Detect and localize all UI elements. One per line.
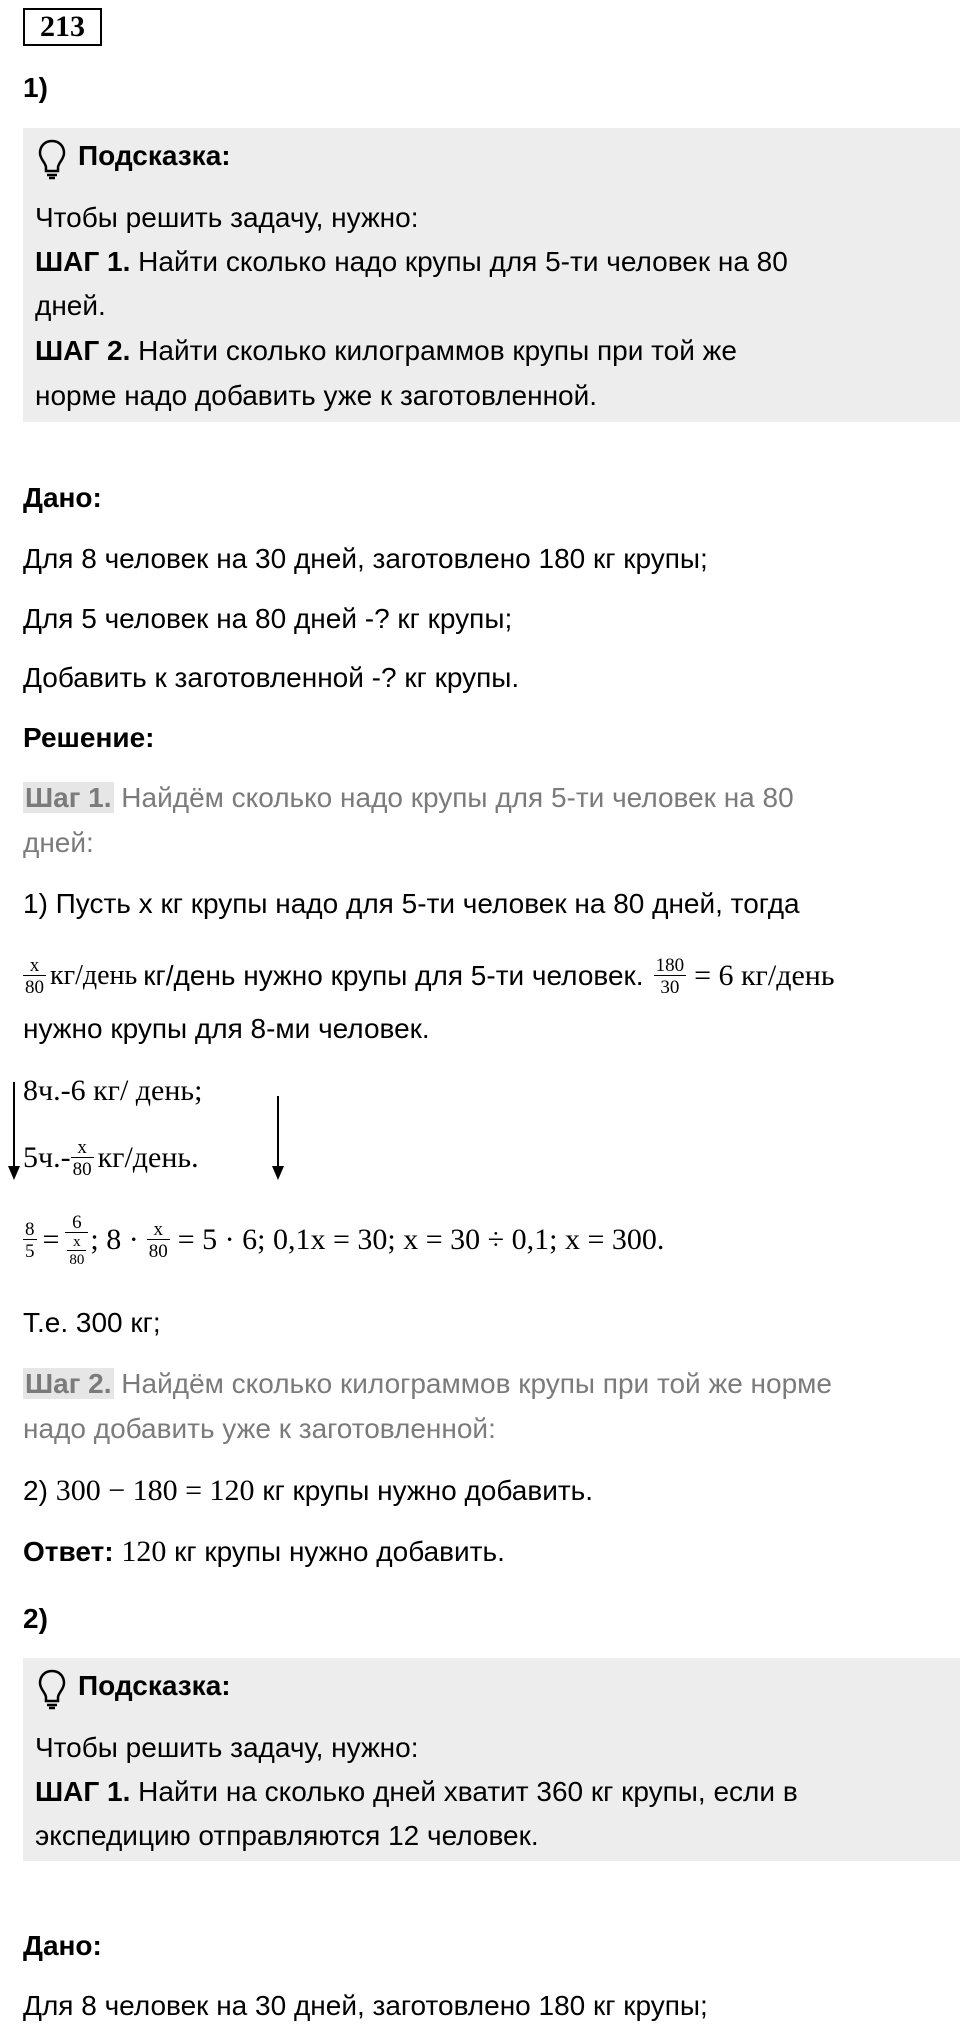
given-line-3: Добавить к заготовленной -? кг крупы. xyxy=(23,662,520,693)
part2-label: 2) xyxy=(23,1603,48,1634)
proportion-line-2: 5ч.- $\frac{x}{80}$ кг/день. xyxy=(23,1136,199,1180)
solution-line-2-text: кг/день нужно крупы для 5-ти человек. xyxy=(143,960,644,991)
arrow-down-icon xyxy=(4,1080,24,1182)
hint-title: Подсказка: xyxy=(78,140,231,171)
hint-intro: Чтобы решить задачу, нужно: xyxy=(35,202,419,233)
proportion-line-1: 8ч.-6 кг/ день; xyxy=(23,1074,203,1107)
hint-step2 xyxy=(35,335,737,367)
fraction-x-80-eq: $\frac{x}{80}$ xyxy=(148,1218,168,1262)
fraction-x-80-nested: $\frac{x}{80}$ xyxy=(69,1233,85,1268)
solution-title: Решение: xyxy=(23,722,155,753)
arrow-down-icon-2 xyxy=(268,1094,288,1182)
step2-text-cont: надо добавить уже к заготовленной: xyxy=(23,1413,496,1444)
hint-step2-label: ШАГ 2. xyxy=(35,335,131,366)
step1-text: Найдём сколько надо крупы для 5-ти человек на 80 xyxy=(121,782,794,813)
given2-line-1: Для 8 человек на 30 дней, заготовлено 180 кг крупы; xyxy=(23,1990,708,2021)
step2-text: Найдём сколько килограммов крупы при той же норме xyxy=(121,1368,832,1399)
hint-step1-text: Найти сколько надо крупы для 5-ти человек на 80 xyxy=(138,246,788,277)
answer-label: Ответ: xyxy=(23,1536,114,1567)
hint-box-2 xyxy=(23,1658,960,1861)
given-line-1: Для 8 человек на 30 дней, заготовлено 180 кг крупы; xyxy=(23,543,708,574)
fraction-x-80-prop: $\frac{x}{80}$ xyxy=(72,1136,92,1180)
step1-tag: Шаг 1. xyxy=(25,782,112,813)
step1-text-cont: дней: xyxy=(23,827,94,858)
hint-step1 xyxy=(35,246,788,278)
hint-step2-text: Найти сколько килограммов крупы при той же xyxy=(138,335,737,366)
given-line-2: Для 5 человек на 80 дней -? кг крупы; xyxy=(23,603,513,634)
solution-line-2 xyxy=(23,946,835,1006)
hint-box-1 xyxy=(23,128,960,422)
lightbulb-icon-2 xyxy=(37,1668,67,1710)
hint2-title: Подсказка: xyxy=(78,1670,231,1701)
solution-line-3: нужно крупы для 8-ми человек. xyxy=(23,1013,430,1044)
fraction-180-30: $\frac{180}{30}$ xyxy=(655,954,685,998)
given2-title: Дано: xyxy=(23,1930,102,1961)
hint-step2-cont: норме надо добавить уже к заготовленной. xyxy=(35,380,598,411)
result-line: Т.е. 300 кг; xyxy=(23,1307,161,1338)
solution-line-2-result: = 6 кг/день xyxy=(694,959,835,992)
step2-heading xyxy=(23,1368,832,1400)
fraction-x-80: $\frac{x}{80}$ xyxy=(25,954,44,998)
hint2-intro: Чтобы решить задачу, нужно: xyxy=(35,1732,419,1763)
solution-step2-line: 2) 300 − 180 = 120 кг крупы нужно добавить. xyxy=(23,1474,594,1507)
task-number: 213 xyxy=(23,8,102,46)
lightbulb-icon xyxy=(37,138,67,180)
given-title: Дано: xyxy=(23,482,102,513)
equation-line: $\frac{8}{5}$ = $\frac{6}{\frac{x}{80}}$ ; 8 · $\frac{x}{80}$ = 5 · 6; 0,1x = 30; x = 30 ÷ 0,1; x = 300. xyxy=(25,1211,665,1268)
hint2-step1-cont: экспедицию отправляются 12 человек. xyxy=(35,1820,539,1851)
fraction-8-5: $\frac{8}{5}$ xyxy=(25,1218,35,1262)
hint-step1-label: ШАГ 1. xyxy=(35,246,131,277)
part1-label: 1) xyxy=(23,72,48,103)
step1-heading xyxy=(23,782,794,814)
unit-kg-day: кг/день xyxy=(50,960,138,991)
hint2-step1: ШАГ 1. Найти на сколько дней хватит 360 кг крупы, если в xyxy=(35,1776,798,1807)
solution-line-1: 1) Пусть х кг крупы надо для 5-ти человек на 80 дней, тогда xyxy=(23,888,800,919)
answer-line: Ответ: 120 кг крупы нужно добавить. xyxy=(23,1535,505,1568)
step2-tag: Шаг 2. xyxy=(25,1368,112,1399)
fraction-6-over-x80: $\frac{6}{\frac{x}{80}}$ xyxy=(65,1213,88,1268)
hint-step1-cont: дней. xyxy=(35,290,106,321)
